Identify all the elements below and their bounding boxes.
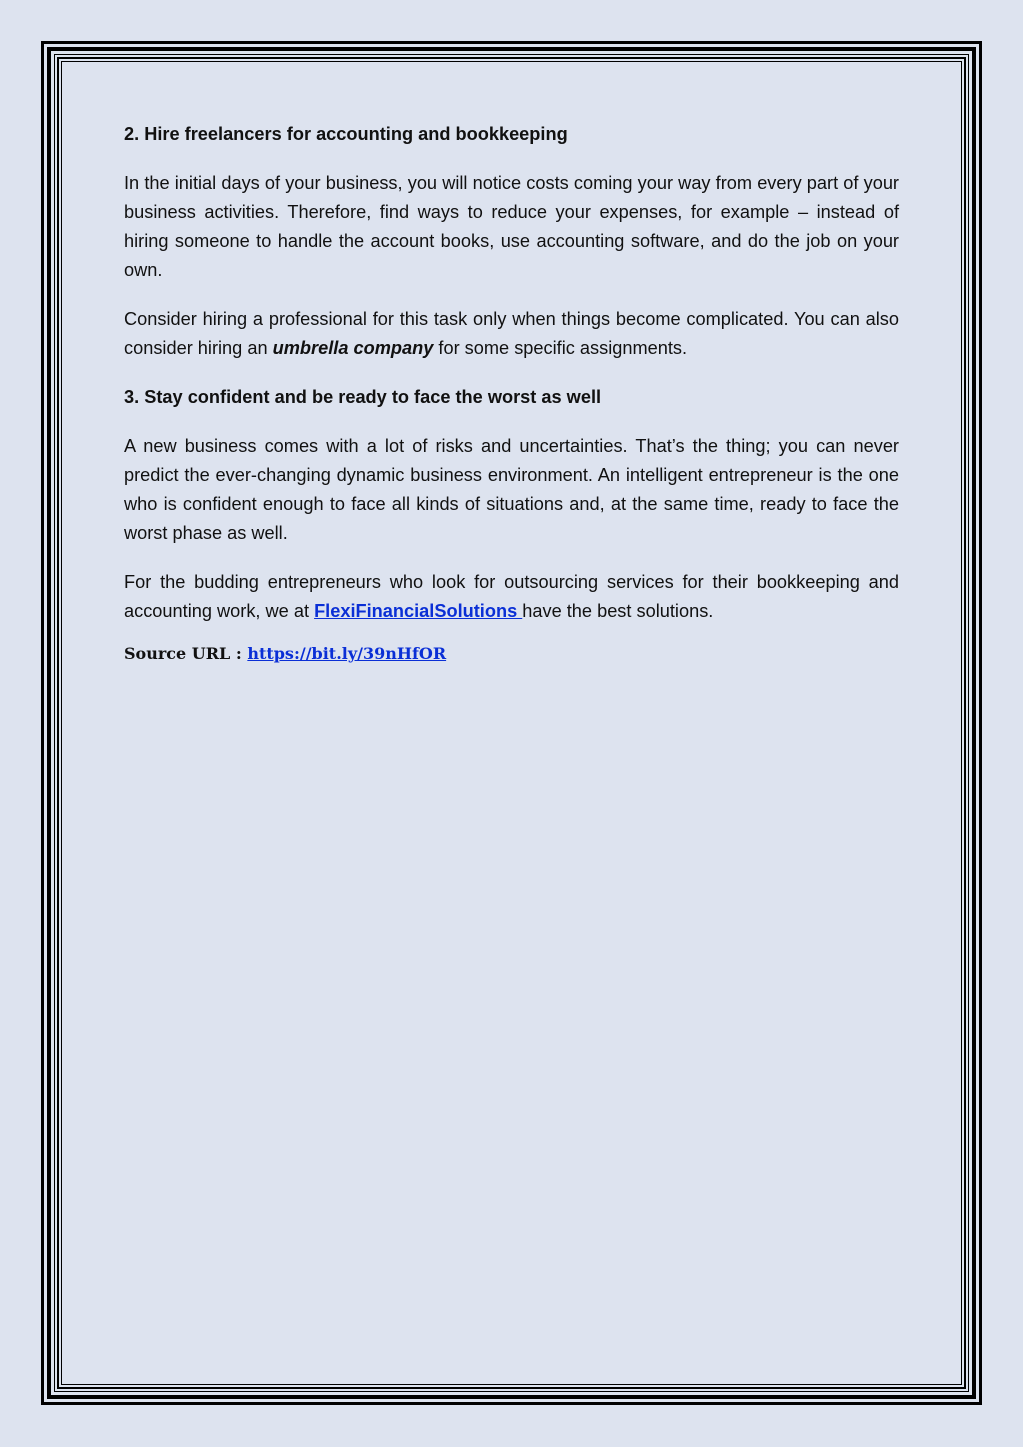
section-2-paragraph-2	[124, 305, 899, 363]
section-3-paragraph-2-tail: have the best solutions.	[522, 601, 714, 621]
source-url-link[interactable]: https://bit.ly/39nHfOR	[247, 644, 447, 663]
flexifinancialsolutions-link[interactable]: FlexiFinancialSolutions	[314, 601, 523, 621]
section-3-heading: 3. Stay confident and be ready to face the worst as well	[124, 387, 602, 407]
source-url-line	[124, 642, 899, 666]
source-url-label: Source URL :	[124, 644, 248, 663]
umbrella-company-emphasis: umbrella company	[272, 338, 434, 358]
section-3-paragraph-2	[124, 568, 899, 626]
section-3-paragraph-1: A new business comes with a lot of risks and uncertainties. That’s the thing; you can never predict the ever-changing dynamic business environment. An intelligent entrepreneur is the one who is confident enough to face all kinds of situations and, at the same time, ready to face the worst phase as well.	[124, 436, 899, 543]
document-body	[124, 120, 899, 666]
section-2-paragraph-2-text: Consider hiring a professional for this task only when things become complicated. You can also consider hiring an	[124, 309, 899, 358]
section-2-heading: 2. Hire freelancers for accounting and bookkeeping	[124, 124, 568, 144]
section-3-paragraph-2-text: For the budding entrepreneurs who look for outsourcing services for their bookkeeping and accounting work, we at	[124, 572, 899, 621]
section-2-paragraph-1: In the initial days of your business, you will notice costs coming your way from every part of your business activities. Therefore, find ways to reduce your expenses, for example – instead of hiring someone to handle the account books, use accounting software, and do the job on your own.	[124, 173, 899, 280]
section-2-paragraph-2-tail: for some specific assignments.	[433, 338, 688, 358]
